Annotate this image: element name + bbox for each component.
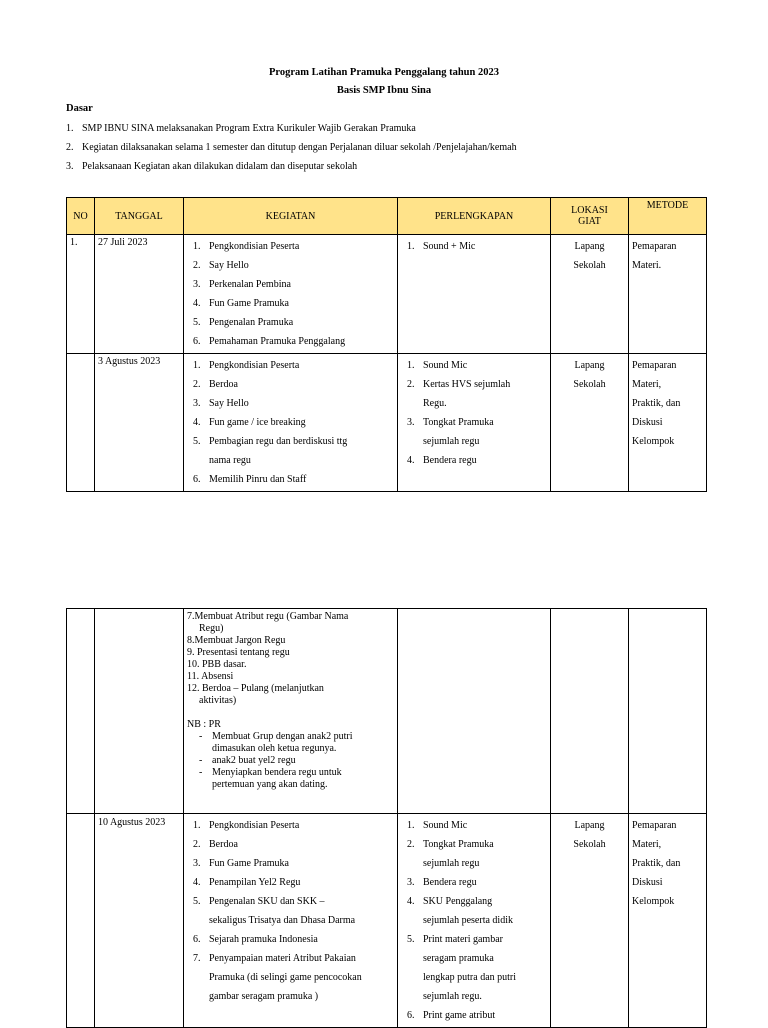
cell-kegiatan xyxy=(184,354,398,492)
list-item: gambar seragam pramuka ) xyxy=(209,991,319,1002)
table-row xyxy=(67,235,707,354)
cell-metode xyxy=(629,354,707,492)
list-item: 4. Bendera regu xyxy=(407,455,477,466)
header-lokasi: LOKASI GIAT xyxy=(551,198,629,235)
list-item: 4. Fun game / ice breaking xyxy=(193,417,306,428)
list-item: lengkap putra dan putri xyxy=(423,972,517,983)
list-item: sejumlah peserta didik xyxy=(423,915,513,926)
list-item: 9. Presentasi tentang regu xyxy=(187,647,290,658)
cell-line: Kelompok xyxy=(632,896,675,907)
list-item: 5. Pengenalan SKU dan SKK – xyxy=(193,896,325,907)
table-header-row xyxy=(67,198,707,235)
cell-line: Kelompok xyxy=(632,436,675,447)
list-item: 3. Fun Game Pramuka xyxy=(193,858,289,869)
nb-item: - anak2 buat yel2 regu xyxy=(199,755,296,766)
list-item: 5. Print materi gambar xyxy=(407,934,503,945)
list-item: 4. Penampilan Yel2 Regu xyxy=(193,877,301,888)
dasar-heading: Dasar xyxy=(66,103,93,114)
cell-lokasi: Lapang Sekolah xyxy=(551,235,629,354)
cell-kegiatan xyxy=(184,609,398,814)
cell-lokasi: Lapang Sekolah xyxy=(551,814,629,1028)
cell-line: Praktik, dan xyxy=(632,858,681,869)
cell-tanggal: 3 Agustus 2023 xyxy=(95,354,184,492)
intro-list xyxy=(66,123,517,180)
list-item: 2. Tongkat Pramuka xyxy=(407,839,494,850)
table-row xyxy=(67,354,707,492)
list-item: sejumlah regu xyxy=(423,858,480,869)
list-item: 5. Pembagian regu dan berdiskusi ttg xyxy=(193,436,348,447)
header-metode: METODE xyxy=(629,198,707,235)
cell-no: 1. xyxy=(67,235,95,354)
header-tanggal: TANGGAL xyxy=(95,198,184,235)
list-item: 1. Pengkondisian Peserta xyxy=(193,241,300,252)
list-item: 8.Membuat Jargon Regu xyxy=(187,635,286,646)
schedule-table-continued xyxy=(66,608,707,1028)
schedule-table xyxy=(66,197,707,492)
list-item: 6. Pemahaman Pramuka Penggalang xyxy=(193,336,346,347)
cell-lokasi xyxy=(551,609,629,814)
document-title: Program Latihan Pramuka Penggalang tahun 2023 xyxy=(269,67,499,78)
cell-no xyxy=(67,609,95,814)
document-subtitle: Basis SMP Ibnu Sina xyxy=(336,85,432,96)
kegiatan-continued-list xyxy=(187,611,394,707)
list-item: 4. Fun Game Pramuka xyxy=(193,298,289,309)
list-item: 2. Say Hello xyxy=(193,260,249,271)
list-item: 3. Say Hello xyxy=(193,398,249,409)
list-item: 3. Bendera regu xyxy=(407,877,477,888)
table-row xyxy=(67,609,707,814)
list-item: sejumlah regu. xyxy=(423,991,482,1002)
list-item: 7. Penyampaian materi Atribut Pakaian xyxy=(193,953,356,964)
table-row xyxy=(67,814,707,1028)
cell-line: Diskusi xyxy=(632,877,663,888)
cell-line: Diskusi xyxy=(632,417,663,428)
list-item: 1. Sound Mic xyxy=(407,360,468,371)
cell-line: Materi, xyxy=(632,379,662,390)
list-item: 3. Perkenalan Pembina xyxy=(193,279,291,290)
list-item: 1. Pengkondisian Peserta xyxy=(193,820,300,831)
list-item: sekaligus Trisatya dan Dhasa Darma xyxy=(209,915,356,926)
list-item: 6. Print game atribut xyxy=(407,1010,496,1021)
list-item: 1. Pengkondisian Peserta xyxy=(193,360,300,371)
list-item: nama regu xyxy=(209,455,251,466)
intro-item: 3. Pelaksanaan Kegiatan akan dilakukan didalam dan diseputar sekolah xyxy=(66,161,358,172)
cell-line: Praktik, dan xyxy=(632,398,681,409)
cell-perlengkapan xyxy=(398,354,551,492)
intro-item: 2. Kegiatan dilaksanakan selama 1 semester dan ditutup dengan Perjalanan diluar sekolah /Penjelajahan/kemah xyxy=(66,142,517,153)
list-item: Regu) xyxy=(199,623,224,634)
cell-metode xyxy=(629,235,707,354)
list-item: 4. SKU Penggalang xyxy=(407,896,493,907)
header-kegiatan: KEGIATAN xyxy=(184,198,398,235)
list-item: 2. Berdoa xyxy=(193,839,238,850)
cell-metode xyxy=(629,814,707,1028)
list-item: 5. Pengenalan Pramuka xyxy=(193,317,294,328)
nb-item: pertemuan yang akan dating. xyxy=(212,779,328,790)
cell-metode xyxy=(629,609,707,814)
list-item: 11. Absensi xyxy=(187,671,234,682)
list-item: aktivitas) xyxy=(199,695,237,706)
nb-label: NB : PR xyxy=(187,719,221,730)
cell-kegiatan xyxy=(184,235,398,354)
list-item: seragam pramuka xyxy=(423,953,494,964)
list-item: 1. Sound Mic xyxy=(407,820,468,831)
list-item: 1. Sound + Mic xyxy=(407,241,476,252)
cell-perlengkapan xyxy=(398,235,551,354)
cell-tanggal: 10 Agustus 2023 xyxy=(95,814,184,1028)
cell-line: Materi. xyxy=(632,260,662,271)
cell-no xyxy=(67,354,95,492)
nb-section xyxy=(187,719,394,791)
cell-perlengkapan xyxy=(398,814,551,1028)
list-item: Pramuka (di selingi game pencocokan xyxy=(209,972,362,983)
header-perlengkapan: PERLENGKAPAN xyxy=(398,198,551,235)
nb-item: - Menyiapkan bendera regu untuk xyxy=(199,767,342,778)
list-item: 7.Membuat Atribut regu (Gambar Nama xyxy=(187,611,349,622)
list-item: sejumlah regu xyxy=(423,436,480,447)
list-item: 2. Berdoa xyxy=(193,379,238,390)
nb-item: dimasukan oleh ketua regunya. xyxy=(212,743,337,754)
list-item: 12. Berdoa – Pulang (melanjutkan xyxy=(187,683,324,694)
cell-no xyxy=(67,814,95,1028)
cell-tanggal xyxy=(95,609,184,814)
list-item: Regu. xyxy=(423,398,447,409)
cell-tanggal: 27 Juli 2023 xyxy=(95,235,184,354)
list-item: 2. Kertas HVS sejumlah xyxy=(407,379,511,390)
header-no: NO xyxy=(67,198,95,235)
list-item: 3. Tongkat Pramuka xyxy=(407,417,494,428)
cell-perlengkapan xyxy=(398,609,551,814)
list-item: 6. Sejarah pramuka Indonesia xyxy=(193,934,318,945)
cell-line: Pemaparan xyxy=(632,820,677,831)
list-item: 10. PBB dasar. xyxy=(187,659,247,670)
cell-line: Pemaparan xyxy=(632,241,677,252)
list-item: 6. Memilih Pinru dan Staff xyxy=(193,474,307,485)
cell-line: Pemaparan xyxy=(632,360,677,371)
cell-lokasi: Lapang Sekolah xyxy=(551,354,629,492)
cell-line: Materi, xyxy=(632,839,662,850)
intro-item: 1. SMP IBNU SINA melaksanakan Program Extra Kurikuler Wajib Gerakan Pramuka xyxy=(66,123,416,134)
cell-kegiatan xyxy=(184,814,398,1028)
nb-item: - Membuat Grup dengan anak2 putri xyxy=(199,731,353,742)
